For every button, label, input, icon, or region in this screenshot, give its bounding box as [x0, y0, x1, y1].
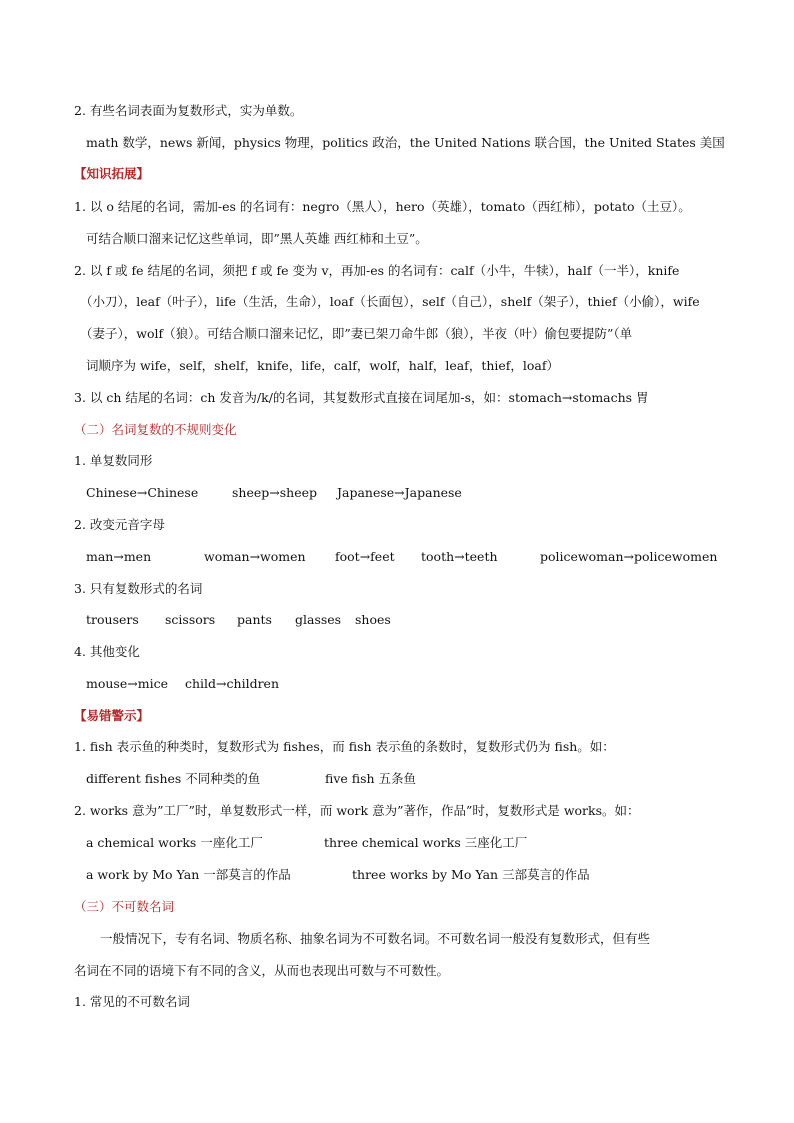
irr3-heading: 3. 只有复数形式的名词 — [74, 581, 203, 596]
list-item: woman→women — [204, 549, 306, 564]
section3-para-line2: 名词在不同的语境下有不同的含义，从而也表现出可数与不可数性。 — [74, 963, 450, 978]
list-item: three chemical works 三座化工厂 — [324, 835, 528, 850]
list-item: Chinese→Chinese — [86, 485, 199, 500]
knowledge-extension-heading: 【知识拓展】 — [74, 166, 150, 181]
ext1-line1: 1. 以 o 结尾的名词，需加-es 的名词有：negro（黑人），hero（英雄），tomato（西红柿），potato（土豆）。 — [74, 199, 691, 214]
uncount1-heading: 1. 常见的不可数名词 — [74, 994, 190, 1009]
section2-title: （二）名词复数的不规则变化 — [74, 422, 237, 437]
irr4-items — [0, 675, 794, 693]
irr1-items — [0, 484, 794, 502]
section3-para-line1: 一般情况下，专有名词、物质名称、抽象名词为不可数名词。不可数名词一般没有复数形式，但有些 — [100, 931, 651, 946]
rule2-examples: math 数学，news 新闻，physics 物理，politics 政治，the United Nations 联合国，the United States 美国 — [86, 135, 725, 150]
warn2-items-a — [0, 834, 794, 852]
irr3-items — [0, 611, 794, 629]
warn1-line1: 1. fish 表示鱼的种类时，复数形式为 fishes，而 fish 表示鱼的条数时，复数形式仍为 fish。如： — [74, 739, 615, 754]
list-item: tooth→teeth — [421, 549, 498, 564]
list-item: child→children — [185, 676, 279, 691]
warn1-items — [0, 770, 794, 788]
warn2-items-b — [0, 866, 794, 884]
list-item: shoes — [355, 612, 391, 627]
list-item: sheep→sheep — [232, 485, 317, 500]
list-item: foot→feet — [335, 549, 395, 564]
irr2-heading: 2. 改变元音字母 — [74, 517, 165, 532]
list-item: scissors — [165, 612, 216, 627]
list-item: trousers — [86, 612, 139, 627]
list-item: pants — [237, 612, 272, 627]
irr1-heading: 1. 单复数同形 — [74, 453, 153, 468]
list-item: a work by Mo Yan 一部莫言的作品 — [86, 867, 291, 882]
rule2-heading: 2. 有些名词表面为复数形式，实为单数。 — [74, 103, 303, 118]
ext2-line4: 词顺序为 wife，self，shelf，knife，life，calf，wolf，half，leaf，thief，loaf） — [86, 358, 560, 373]
ext2-line1: 2. 以 f 或 fe 结尾的名词，须把 f 或 fe 变为 v，再加-es 的名词有：calf（小牛，牛犊），half（一半），knife — [74, 263, 680, 278]
ext2-line2: （小刀），leaf（叶子），life（生活，生命），loaf（长面包），self（自己），shelf（架子），thief（小偷），wife — [80, 294, 700, 309]
list-item: different fishes 不同种类的鱼 — [86, 771, 261, 786]
list-item: Japanese→Japanese — [337, 485, 462, 500]
ext1-line2: 可结合顺口溜来记忆这些单词，即”黑人英雄 西红柿和土豆”。 — [86, 231, 428, 246]
list-item: mouse→mice — [86, 676, 168, 691]
warn2-line1: 2. works 意为”工厂”时，单复数形式一样，而 work 意为”著作，作品”时，复数形式是 works。如： — [74, 803, 640, 818]
irr2-items — [0, 548, 794, 566]
list-item: policewoman→policewomen — [540, 549, 718, 564]
warning-heading: 【易错警示】 — [74, 708, 150, 723]
irr4-heading: 4. 其他变化 — [74, 644, 140, 659]
list-item: man→men — [86, 549, 152, 564]
ext2-line3: （妻子），wolf（狼）。可结合顺口溜来记忆，即”妻已架刀命牛郎（狼），半夜（叶）偷包要提防”（单 — [80, 326, 633, 341]
section3-title: （三）不可数名词 — [74, 899, 175, 914]
ext3-line1: 3. 以 ch 结尾的名词：ch 发音为/k/的名词，其复数形式直接在词尾加-s，如：stomach→stomachs 胃 — [74, 390, 649, 405]
list-item: a chemical works 一座化工厂 — [86, 835, 263, 850]
list-item: five fish 五条鱼 — [325, 771, 417, 786]
list-item: glasses — [295, 612, 342, 627]
list-item: three works by Mo Yan 三部莫言的作品 — [352, 867, 590, 882]
